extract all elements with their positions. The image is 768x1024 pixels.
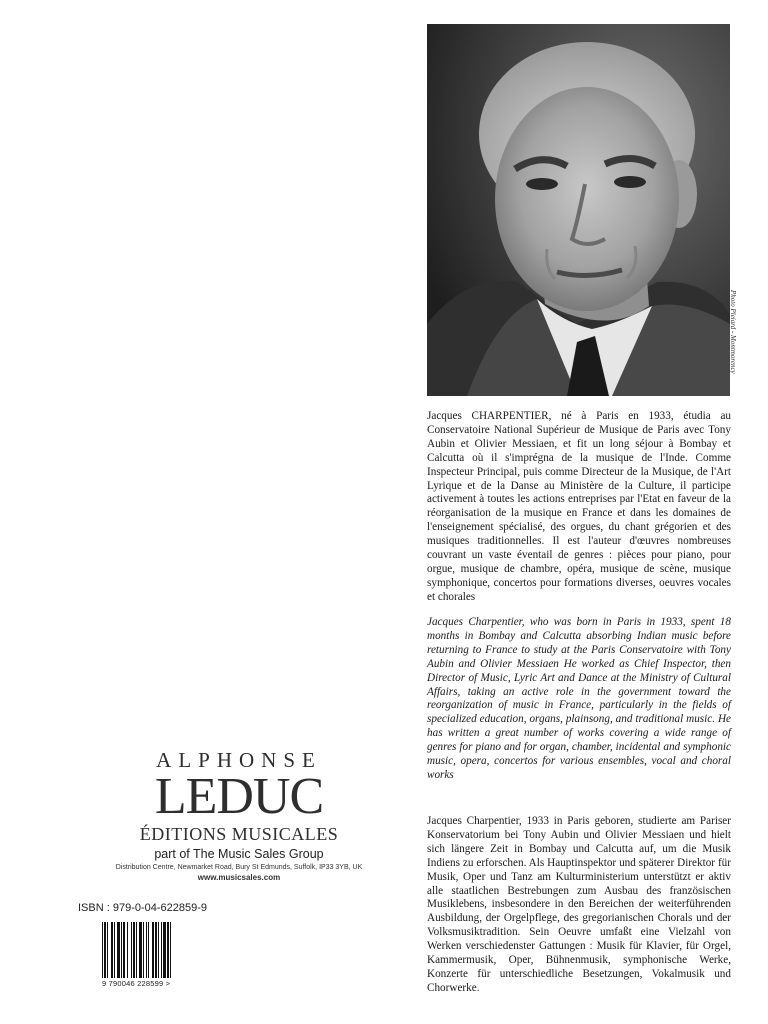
bio-german: Jacques Charpentier, 1933 in Paris geboren, studierte am Pariser Konservatorium bei Tony Aubin und Olivier Messiaen und hielt sich längere Zeit in Bombay und Calcutta auf, um die Musik Indiens zu erforschen. Als Hauptinspektor und späterer Direktor für Musik, Oper und Tanz am Kulturministerium unterstützt er aktiv alle staatlichen Bestrebungen zum Ausbau des französischen Musiklebens, insbesondere in den Bereichen der weiterführenden Ausbildung, der Orgelpflege, des gregorianischen Chorals und der Volksmusiktradition. Sein Oeuvre umfaßt eine Vielzahl von Werken verschiedenster Gattungen : Musik für Klavier, für Orgel, Kammermusik, Oper, Bühnenmusik, symphonische Werke, Konzerte für unterschiedliche Besetzungen, Vokalmusik und Chorwerke. xyxy=(427,815,731,994)
publisher-website[interactable]: www.musicsales.com xyxy=(197,873,281,882)
publisher-logo-text: LEDUC xyxy=(154,768,324,825)
barcode-bars xyxy=(102,922,202,978)
barcode-number: 9 790046 228599 > xyxy=(102,979,171,988)
barcode xyxy=(102,922,202,992)
bio-french: Jacques CHARPENTIER, né à Paris en 1933, étudia au Conservatoire National Supérieur de Musique de Paris avec Tony Aubin et Olivier Messiaen, et fit un long séjour à Bombay et Calcutta où il s'imprégna de la musique de l'Inde. Comme Inspecteur Principal, puis comme Directeur de la Musique, de l'Art Lyrique et de la Danse au Ministère de la Culture, il participe activement à toutes les actions entreprises par l'Etat en faveur de la réorganisation de la musique en France et dans les domaines de l'enseignement spécialisé, des orgues, du chant grégorien et des musiques traditionnelles. Il est l'auteur d'œuvres nombreuses couvrant un vaste éventail de genres : pièces pour piano, pour orgue, musique de chambre, opéra, musique de scène, musique symphonique, concertos pour formations diverses, oeuvres vocales et chorales xyxy=(427,410,731,603)
barcode-stripe xyxy=(170,922,171,978)
publisher-group: part of The Music Sales Group xyxy=(154,847,324,861)
publisher-address: Distribution Centre, Newmarket Road, Bury St Edmunds, Suffolk, IP33 3YB, UK xyxy=(115,864,363,871)
publisher-name-top: ALPHONSE xyxy=(156,748,322,772)
publisher-subtitle: ÉDITIONS MUSICALES xyxy=(139,824,339,844)
portrait-photo xyxy=(427,24,730,396)
publisher-block xyxy=(78,748,400,882)
photo-credit: Photo Pleiard - Montmorency xyxy=(729,290,737,374)
bio-english: Jacques Charpentier, who was born in Paris in 1933, spent 18 months in Bombay and Calcutta absorbing Indian music before returning to France to study at the Paris Conservatoire with Tony Aubin and Olivier Messiaen He worked as Chief Inspector, then Director of Music, Lyric Art and Dance at the Ministry of Cultural Affairs, taking an active role in the government toward the reorganization of music in France, particularly in the fields of specialized education, organs, plainsong, and traditional music. He has written a great number of works covering a wide range of genres for piano and for organ, chamber, incidental and symphonic music, opera, concertos for various ensembles, vocal and choral works xyxy=(427,616,731,781)
isbn-label: ISBN : 979-0-04-622859-9 xyxy=(78,902,208,914)
portrait-illustration xyxy=(427,24,730,396)
